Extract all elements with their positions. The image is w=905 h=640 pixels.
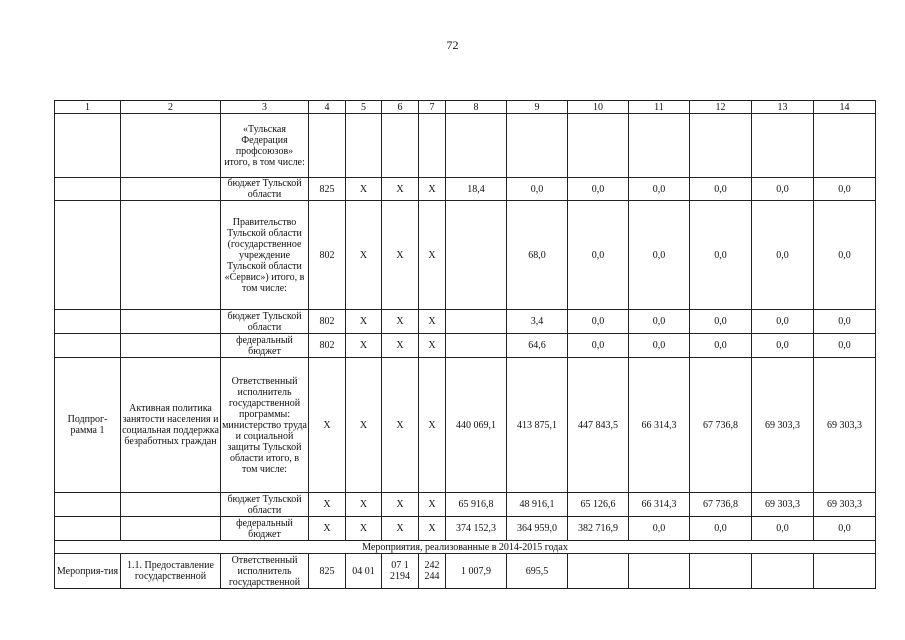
table-row xyxy=(55,517,876,541)
table-cell: 0,0 xyxy=(814,178,876,201)
table-cell: Х xyxy=(346,493,382,517)
column-header: 1 xyxy=(55,101,121,114)
table-cell: Активная политика занятости населения и социальная поддержка безработных граждан xyxy=(121,358,221,493)
table-cell: Х xyxy=(382,334,419,358)
table-cell: 0,0 xyxy=(629,334,690,358)
table-cell: Х xyxy=(382,517,419,541)
column-header: 5 xyxy=(346,101,382,114)
table-cell: 07 1 2194 xyxy=(382,554,419,589)
table-cell xyxy=(568,554,629,589)
table-cell: Х xyxy=(346,517,382,541)
table-cell: Х xyxy=(419,493,446,517)
table-cell: Х xyxy=(309,517,346,541)
table-cell: 0,0 xyxy=(690,178,752,201)
table-cell: бюджет Тульской области xyxy=(221,310,309,334)
table-cell: 67 736,8 xyxy=(690,493,752,517)
table-cell: бюджет Тульской области xyxy=(221,178,309,201)
table-cell xyxy=(446,310,507,334)
table-cell: 04 01 xyxy=(346,554,382,589)
table-cell: Подпрог-рамма 1 xyxy=(55,358,121,493)
table-cell: Х xyxy=(419,517,446,541)
table-cell: 802 xyxy=(309,201,346,310)
table-cell: 242 244 xyxy=(419,554,446,589)
table-cell: 68,0 xyxy=(507,201,568,310)
table-cell: 0,0 xyxy=(752,334,814,358)
table-cell: 69 303,3 xyxy=(814,358,876,493)
table-cell xyxy=(814,554,876,589)
table-row xyxy=(55,114,876,178)
table-cell xyxy=(752,554,814,589)
table-cell: 66 314,3 xyxy=(629,358,690,493)
table-cell: федеральный бюджет xyxy=(221,334,309,358)
table-cell: Х xyxy=(419,334,446,358)
table-cell xyxy=(752,114,814,178)
table-cell: 0,0 xyxy=(690,517,752,541)
table-cell: 382 716,9 xyxy=(568,517,629,541)
table-row xyxy=(55,310,876,334)
table-cell: 69 303,3 xyxy=(752,358,814,493)
table-cell: 0,0 xyxy=(568,178,629,201)
table-cell: Х xyxy=(382,201,419,310)
page-number: 72 xyxy=(446,38,459,52)
table-row xyxy=(55,493,876,517)
table-cell xyxy=(55,334,121,358)
column-header: 10 xyxy=(568,101,629,114)
table-cell: 0,0 xyxy=(814,517,876,541)
table-row xyxy=(55,334,876,358)
table-cell: Х xyxy=(382,358,419,493)
table-cell: 364 959,0 xyxy=(507,517,568,541)
table-cell: 18,4 xyxy=(446,178,507,201)
column-header: 13 xyxy=(752,101,814,114)
table-cell: Х xyxy=(419,201,446,310)
table-cell xyxy=(55,201,121,310)
column-header: 11 xyxy=(629,101,690,114)
table-cell xyxy=(382,114,419,178)
table-cell xyxy=(814,114,876,178)
table-cell: 440 069,1 xyxy=(446,358,507,493)
table-cell xyxy=(121,310,221,334)
table-cell: 802 xyxy=(309,310,346,334)
table-cell: Х xyxy=(309,358,346,493)
table-cell: 374 152,3 xyxy=(446,517,507,541)
table-cell: 447 843,5 xyxy=(568,358,629,493)
table-cell: 0,0 xyxy=(629,310,690,334)
table-cell xyxy=(446,334,507,358)
header-row xyxy=(55,101,876,114)
table-cell: Правительство Тульской области (государственное учреждение Тульской области «Сервис») итого, в том числе: xyxy=(221,201,309,310)
table-row xyxy=(55,554,876,589)
table-cell xyxy=(629,114,690,178)
table-cell: Х xyxy=(419,178,446,201)
table-cell xyxy=(309,114,346,178)
table-row xyxy=(55,358,876,493)
table-cell: 65 916,8 xyxy=(446,493,507,517)
table-cell: 0,0 xyxy=(690,334,752,358)
table-cell: 65 126,6 xyxy=(568,493,629,517)
table-cell: Ответственный исполнитель государственной программы: министерство труда и социальной защиты Тульской области итого, в том числе: xyxy=(221,358,309,493)
table-cell: 0,0 xyxy=(629,517,690,541)
table-cell: 0,0 xyxy=(814,334,876,358)
table-cell: 0,0 xyxy=(814,201,876,310)
table-cell: 3,4 xyxy=(507,310,568,334)
table-cell xyxy=(690,554,752,589)
table-cell: 48 916,1 xyxy=(507,493,568,517)
table-cell: 0,0 xyxy=(752,178,814,201)
table-cell: 0,0 xyxy=(814,310,876,334)
table-cell: Мероприя-тия xyxy=(55,554,121,589)
table-cell xyxy=(55,178,121,201)
column-header: 12 xyxy=(690,101,752,114)
table-cell: Х xyxy=(346,358,382,493)
table-cell: 0,0 xyxy=(568,310,629,334)
table-cell: Х xyxy=(419,358,446,493)
table-cell: Х xyxy=(346,334,382,358)
table-cell: 0,0 xyxy=(629,178,690,201)
column-header: 2 xyxy=(121,101,221,114)
table-cell xyxy=(121,334,221,358)
table-cell: Х xyxy=(346,201,382,310)
table-cell: 66 314,3 xyxy=(629,493,690,517)
table-cell xyxy=(346,114,382,178)
table-cell: 0,0 xyxy=(507,178,568,201)
table-cell: 0,0 xyxy=(690,310,752,334)
table-cell xyxy=(55,310,121,334)
table-cell: «Тульская Федерация профсоюзов» итого, в том числе: xyxy=(221,114,309,178)
table-cell xyxy=(419,114,446,178)
table-cell: 802 xyxy=(309,334,346,358)
table-cell xyxy=(121,201,221,310)
table-cell: 0,0 xyxy=(752,201,814,310)
table-cell: Х xyxy=(382,493,419,517)
table-cell xyxy=(446,201,507,310)
table-cell: бюджет Тульской области xyxy=(221,493,309,517)
table-cell: 0,0 xyxy=(690,201,752,310)
table-cell xyxy=(690,114,752,178)
table-cell: 0,0 xyxy=(752,310,814,334)
table-cell: Х xyxy=(419,310,446,334)
table-cell: 0,0 xyxy=(568,201,629,310)
table-cell: 825 xyxy=(309,178,346,201)
column-header: 4 xyxy=(309,101,346,114)
table-cell: 413 875,1 xyxy=(507,358,568,493)
table-cell: Х xyxy=(309,493,346,517)
table-cell xyxy=(568,114,629,178)
table-cell: Х xyxy=(382,178,419,201)
table-cell xyxy=(629,554,690,589)
column-header: 7 xyxy=(419,101,446,114)
table-cell: 64,6 xyxy=(507,334,568,358)
table-row xyxy=(55,178,876,201)
column-header: 3 xyxy=(221,101,309,114)
table-cell xyxy=(121,114,221,178)
table-cell: 1 007,9 xyxy=(446,554,507,589)
table-cell: Ответственный исполнитель государственной xyxy=(221,554,309,589)
table-cell: Х xyxy=(382,310,419,334)
budget-table xyxy=(54,100,876,589)
table-cell: Х xyxy=(346,310,382,334)
table-cell xyxy=(446,114,507,178)
table-cell: 0,0 xyxy=(568,334,629,358)
table-cell xyxy=(121,178,221,201)
table-cell: федеральный бюджет xyxy=(221,517,309,541)
column-header: 6 xyxy=(382,101,419,114)
section-title: Мероприятия, реализованные в 2014-2015 годах xyxy=(55,541,876,554)
table-cell xyxy=(121,493,221,517)
table-cell: 695,5 xyxy=(507,554,568,589)
table-cell xyxy=(55,517,121,541)
table-cell: 69 303,3 xyxy=(814,493,876,517)
table-cell: 69 303,3 xyxy=(752,493,814,517)
table-cell: 67 736,8 xyxy=(690,358,752,493)
column-header: 8 xyxy=(446,101,507,114)
table-cell: 0,0 xyxy=(629,201,690,310)
table-cell xyxy=(55,493,121,517)
column-header: 9 xyxy=(507,101,568,114)
section-row xyxy=(55,541,876,554)
table-cell xyxy=(121,517,221,541)
table-cell: 1.1. Предоставление государственной xyxy=(121,554,221,589)
table-row xyxy=(55,201,876,310)
table-cell: Х xyxy=(346,178,382,201)
table-cell: 0,0 xyxy=(752,517,814,541)
table-cell: 825 xyxy=(309,554,346,589)
table-cell xyxy=(55,114,121,178)
table-cell xyxy=(507,114,568,178)
column-header: 14 xyxy=(814,101,876,114)
